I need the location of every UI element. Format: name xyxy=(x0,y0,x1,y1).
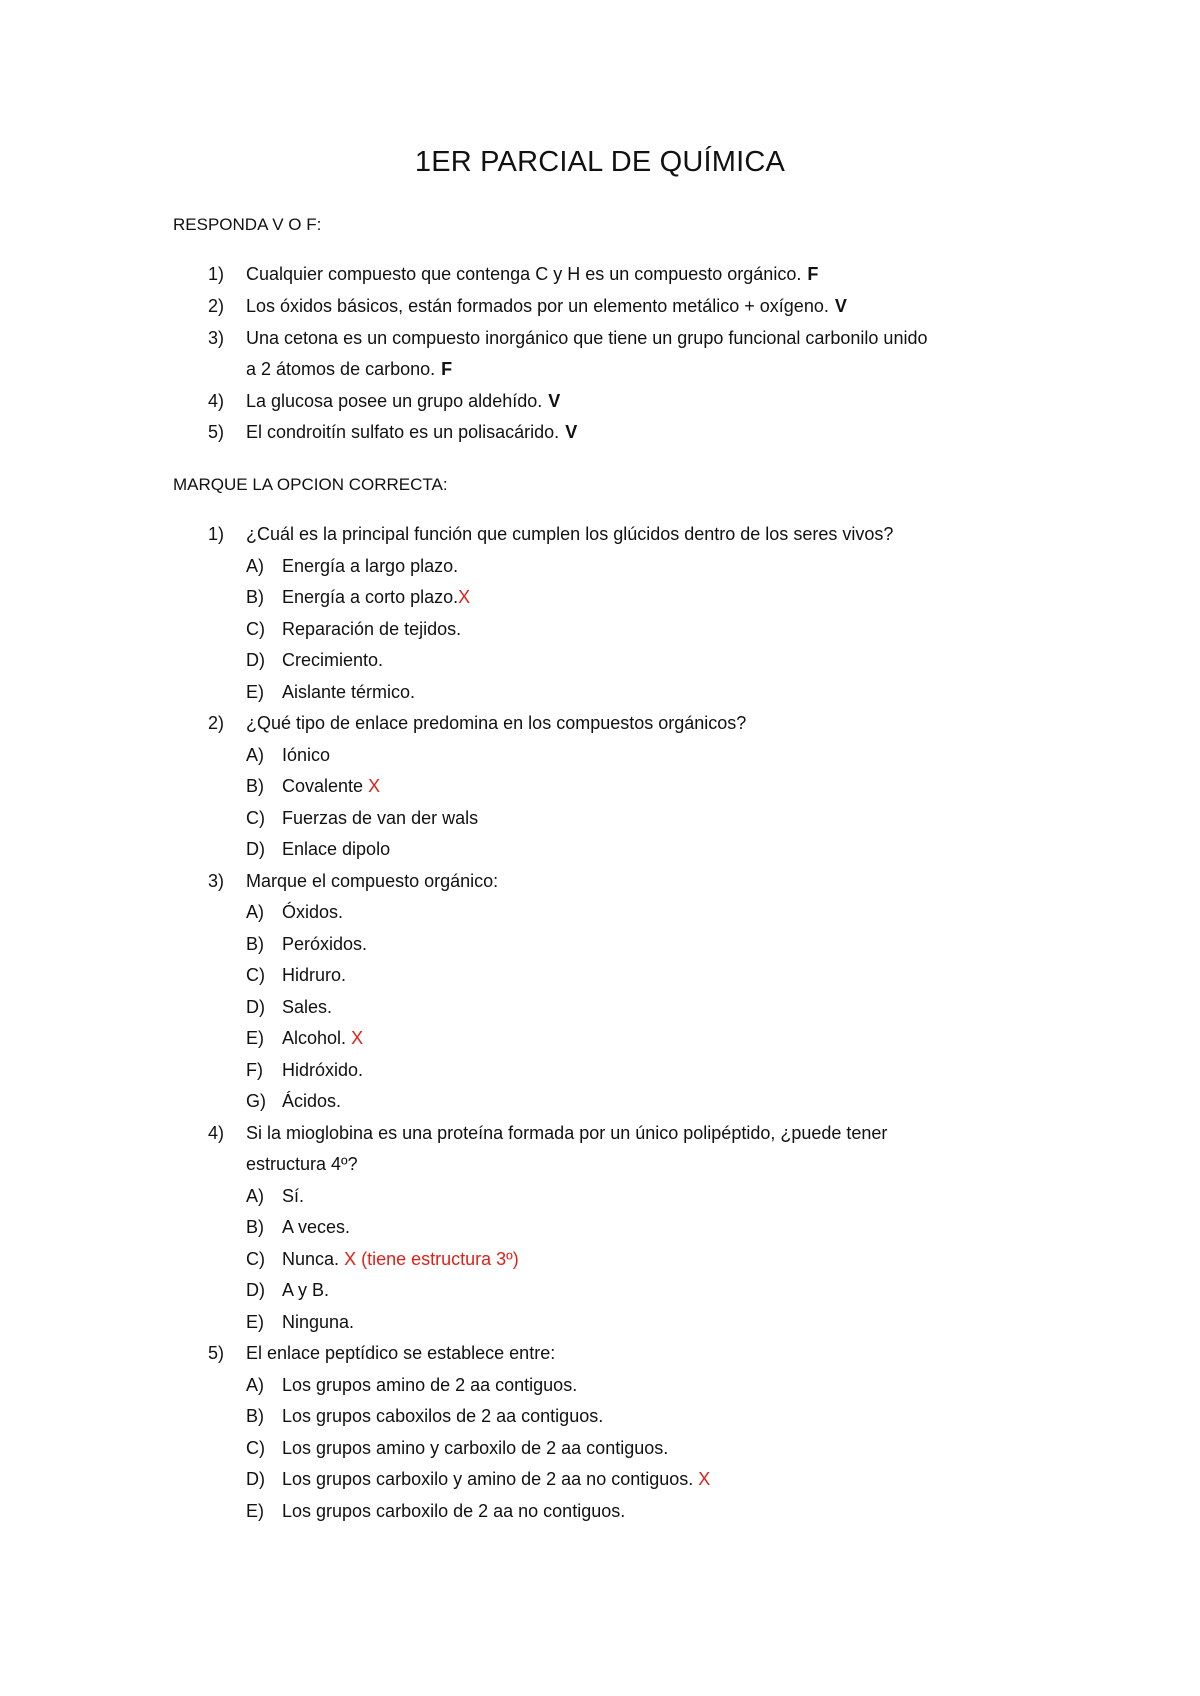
vf-item-number: 2) xyxy=(208,296,225,316)
correct-mark: X (tiene estructura 3º) xyxy=(344,1249,519,1269)
correct-mark: X xyxy=(698,1469,711,1489)
option-text: Sí. xyxy=(282,1186,305,1206)
section-vf-label: RESPONDA V O F: xyxy=(173,215,322,234)
option-text: Enlace dipolo xyxy=(282,839,391,859)
option-text: Sales. xyxy=(282,997,333,1017)
option-letter: A) xyxy=(246,745,264,765)
option-letter: B) xyxy=(246,587,264,607)
question-number: 5) xyxy=(208,1343,225,1363)
option-letter: E) xyxy=(246,1312,264,1332)
option-text: Iónico xyxy=(282,745,331,765)
option-letter: C) xyxy=(246,619,265,639)
vf-item-number: 4) xyxy=(208,391,225,411)
option-letter: E) xyxy=(246,1028,264,1048)
option-letter: F) xyxy=(246,1060,263,1080)
vf-item-text: Cualquier compuesto que contenga C y H es un compuesto orgánico. F xyxy=(246,264,819,284)
question-text: ¿Qué tipo de enlace predomina en los compuestos orgánicos? xyxy=(246,713,747,733)
option-text: Fuerzas de van der wals xyxy=(282,808,479,828)
option-letter: A) xyxy=(246,902,264,922)
question-text: Si la mioglobina es una proteína formada por un único polipéptido, ¿puede tener xyxy=(246,1123,888,1143)
option-letter: D) xyxy=(246,1469,265,1489)
option-text: Los grupos carboxilo y amino de 2 aa no contiguos. X xyxy=(282,1469,711,1489)
option-letter: E) xyxy=(246,1501,264,1521)
option-text: Alcohol. X xyxy=(282,1028,364,1048)
option-letter: C) xyxy=(246,808,265,828)
vf-item-text: La glucosa posee un grupo aldehído. V xyxy=(246,391,561,411)
vf-item-number: 3) xyxy=(208,328,225,348)
option-text: Óxidos. xyxy=(282,902,344,922)
option-letter: B) xyxy=(246,776,264,796)
option-letter: C) xyxy=(246,1438,265,1458)
option-letter: D) xyxy=(246,650,265,670)
option-text: Los grupos carboxilo de 2 aa no contiguos. xyxy=(282,1501,626,1521)
correct-mark: X xyxy=(458,587,471,607)
page-title: 1ER PARCIAL DE QUÍMICA xyxy=(414,146,786,178)
option-letter: B) xyxy=(246,1217,264,1237)
vf-answer: F xyxy=(441,359,453,379)
vf-answer: V xyxy=(834,296,847,316)
option-letter: B) xyxy=(246,1406,264,1426)
option-text: A y B. xyxy=(282,1280,330,1300)
option-text: A veces. xyxy=(282,1217,351,1237)
vf-answer: V xyxy=(548,391,561,411)
option-text: Covalente X xyxy=(282,776,381,796)
correct-mark: X xyxy=(368,776,381,796)
question-text: El enlace peptídico se establece entre: xyxy=(246,1343,556,1363)
option-letter: A) xyxy=(246,1375,264,1395)
option-letter: B) xyxy=(246,934,264,954)
option-text: Ácidos. xyxy=(282,1091,342,1111)
option-letter: A) xyxy=(246,1186,264,1206)
vf-item-number: 1) xyxy=(208,264,225,284)
option-letter: D) xyxy=(246,839,265,859)
vf-item-text: a 2 átomos de carbono. F xyxy=(246,359,453,379)
question-text: estructura 4º? xyxy=(246,1154,358,1174)
option-text: Aislante térmico. xyxy=(282,682,416,702)
option-text: Ninguna. xyxy=(282,1312,355,1332)
question-text: Marque el compuesto orgánico: xyxy=(246,871,499,891)
question-text: ¿Cuál es la principal función que cumplen los glúcidos dentro de los seres vivos? xyxy=(246,524,894,544)
option-letter: C) xyxy=(246,1249,265,1269)
option-text: Nunca. X (tiene estructura 3º) xyxy=(282,1249,519,1269)
vf-item-text: Una cetona es un compuesto inorgánico que tiene un grupo funcional carbonilo unido xyxy=(246,328,928,348)
question-number: 3) xyxy=(208,871,225,891)
vf-answer: F xyxy=(807,264,819,284)
question-number: 4) xyxy=(208,1123,225,1143)
option-text: Energía a largo plazo. xyxy=(282,556,459,576)
option-text: Reparación de tejidos. xyxy=(282,619,462,639)
option-text: Peróxidos. xyxy=(282,934,368,954)
option-letter: G) xyxy=(246,1091,266,1111)
option-text: Los grupos amino de 2 aa contiguos. xyxy=(282,1375,578,1395)
vf-answer: V xyxy=(565,422,578,442)
option-letter: A) xyxy=(246,556,264,576)
option-letter: D) xyxy=(246,997,265,1017)
option-text: Energía a corto plazo.X xyxy=(282,587,471,607)
option-text: Hidróxido. xyxy=(282,1060,364,1080)
option-letter: D) xyxy=(246,1280,265,1300)
option-letter: C) xyxy=(246,965,265,985)
vf-item-text: El condroitín sulfato es un polisacárido. V xyxy=(246,422,578,442)
vf-item-text: Los óxidos básicos, están formados por un elemento metálico + oxígeno. V xyxy=(246,296,847,316)
option-text: Los grupos amino y carboxilo de 2 aa contiguos. xyxy=(282,1438,669,1458)
vf-item-number: 5) xyxy=(208,422,225,442)
option-text: Crecimiento. xyxy=(282,650,384,670)
option-letter: E) xyxy=(246,682,264,702)
section-mc-label: MARQUE LA OPCION CORRECTA: xyxy=(173,475,448,494)
option-text: Los grupos caboxilos de 2 aa contiguos. xyxy=(282,1406,604,1426)
correct-mark: X xyxy=(351,1028,364,1048)
option-text: Hidruro. xyxy=(282,965,347,985)
question-number: 1) xyxy=(208,524,225,544)
question-number: 2) xyxy=(208,713,225,733)
